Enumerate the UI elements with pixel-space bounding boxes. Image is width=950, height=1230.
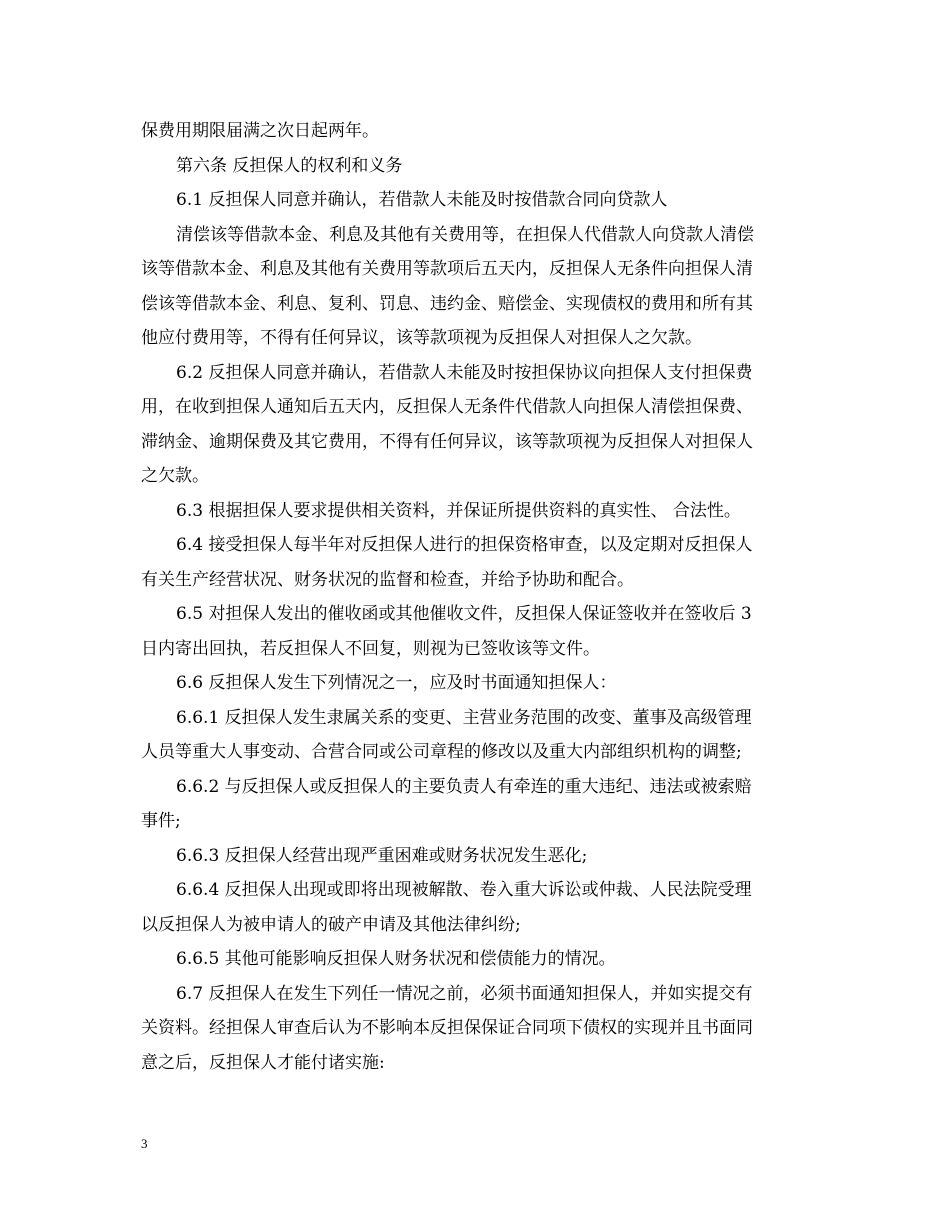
document-body <box>141 114 811 1080</box>
clause-6-6-4-line: 以反担保人为被申请人的破产申请及其他法律纠纷; <box>141 914 521 935</box>
clause-6-6-2-line: 事件; <box>141 811 181 831</box>
clause-6-6-3-line: 6.6.3 反担保人经营出现严重困难或财务状况发生恶化; <box>176 845 588 866</box>
clause-6-7-line: 6.7 反担保人在发生下列任一情况之前，必须书面通知担保人，并如实提交有 <box>176 983 753 1004</box>
clause-6-2-line: 之欠款。 <box>141 466 209 486</box>
text-line: 保费用期限届满之次日起两年。 <box>141 121 379 141</box>
clause-6-2-line: 用，在收到担保人通知后五天内，反担保人无条件代借款人向担保人清偿担保费、 <box>141 397 753 417</box>
page-number: 3 <box>141 1136 148 1151</box>
clause-6-7-line: 意之后，反担保人才能付诸实施: <box>141 1052 385 1073</box>
clause-6-5-line: 日内寄出回执，若反担保人不回复，则视为已签收该等文件。 <box>141 638 600 659</box>
clause-6-6-5-line: 6.6.5 其他可能影响反担保人财务状况和偿债能力的情况。 <box>176 949 616 969</box>
clause-6-1-line: 清偿该等借款本金、利息及其他有关费用等，在担保人代借款人向贷款人清偿 <box>176 224 754 245</box>
clause-6-1-line: 他应付费用等，不得有任何异议，该等款项视为反担保人对担保人之欠款。 <box>141 328 702 348</box>
clause-6-6-1-line: 6.6.1 反担保人发生隶属关系的变更、主营业务范围的改变、董事及高级管理 <box>176 707 752 728</box>
clause-6-6-line: 6.6 反担保人发生下列情况之一，应及时书面通知担保人： <box>176 673 617 693</box>
clause-6-2-line: 6.2 反担保人同意并确认，若借款人未能及时按担保协议向担保人支付担保费 <box>176 362 753 383</box>
clause-6-1-line: 6.1 反担保人同意并确认，若借款人未能及时按借款合同向贷款人 <box>176 190 668 210</box>
section-heading: 第六条 反担保人的权利和义务 <box>176 155 403 176</box>
clause-6-6-2-line: 6.6.2 与反担保人或反担保人的主要负责人有牵连的重大违纪、违法或被索赔 <box>176 776 752 797</box>
clause-6-5-line: 6.5 对担保人发出的催收函或其他催收文件，反担保人保证签收并在签收后 3 <box>176 604 752 624</box>
clause-6-6-4-line: 6.6.4 反担保人出现或即将出现被解散、卷入重大诉讼或仲裁、人民法院受理 <box>176 880 752 900</box>
clause-6-4-line: 6.4 接受担保人每半年对反担保人进行的担保资格审查，以及定期对反担保人 <box>176 535 753 555</box>
clause-6-6-1-line: 人员等重大人事变动、合营合同或公司章程的修改以及重大内部组织机构的调整; <box>141 742 742 762</box>
clause-6-4-line: 有关生产经营状况、财务状况的监督和检查，并给予协助和配合。 <box>141 569 634 590</box>
clause-6-1-line: 该等借款本金、利息及其他有关费用等款项后五天内，反担保人无条件向担保人清 <box>141 259 753 279</box>
clause-6-7-line: 关资料。经担保人审查后认为不影响本反担保保证合同项下债权的实现并且书面同 <box>141 1018 753 1038</box>
clause-6-1-line: 偿该等借款本金、利息、复利、罚息、违约金、赔偿金、实现债权的费用和所有其 <box>141 293 753 314</box>
clause-6-3-line: 6.3 根据担保人要求提供相关资料，并保证所提供资料的真实性、 合法性。 <box>176 500 741 521</box>
clause-6-2-line: 滞纳金、逾期保费及其它费用，不得有任何异议，该等款项视为反担保人对担保人 <box>141 431 753 452</box>
